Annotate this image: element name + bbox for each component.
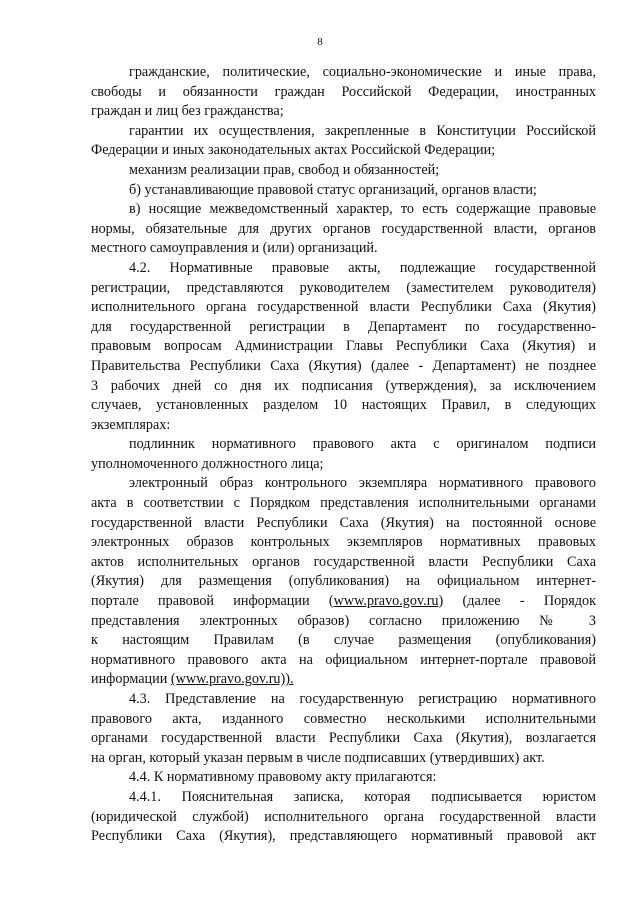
text-line: 4.4. К нормативному правовому акту прилагаются: [129, 769, 437, 786]
text-line: свободы и обязанности граждан Российской Федерации, иностранных [91, 83, 596, 100]
text-line: регистрации, представляются руководителем (заместителем руководителя) [91, 279, 596, 296]
text-line: 3 рабочих дней со дня их подписания (утверждения), за исключением [91, 377, 596, 394]
text-line: Правительства Республики Саха (Якутия) (далее - Департамент) не позднее [91, 357, 596, 374]
text-line: актов исполнительных органов государственной власти Республики Саха [91, 553, 596, 570]
text-line: механизм реализации прав, свобод и обязанностей; [129, 161, 440, 178]
text-line: электронных образов контрольных экземпляров нормативных правовых [91, 534, 596, 551]
text-segment: информации [91, 671, 171, 688]
text-line: местного самоуправления и (или) организаций. [91, 240, 378, 257]
text-segment: ) (далее - Порядок [438, 593, 596, 610]
text-line: гражданские, политические, социально-экономические и иные права, [129, 64, 596, 80]
text-line: (юридической службой) исполнительного органа государственной власти [91, 808, 596, 825]
text-line: на орган, который указан первым в числе подписавших (утвердивших) акт. [91, 749, 545, 766]
text-line: исполнительного органа государственной власти Республики Саха (Якутия) [91, 299, 596, 316]
page-number: 8 [317, 36, 323, 48]
text-line: акта в соответствии с Порядком представления исполнительными органами [91, 495, 596, 512]
text-line: Республики Саха (Якутия), представляющего нормативный правовой акт [91, 828, 596, 845]
text-line: органами государственной власти Республики Саха (Якутия), возлагается [91, 730, 596, 747]
text-line: электронный образ контрольного экземпляра нормативного правового [129, 475, 596, 492]
text-line: к настоящим Правилам (в случае размещения (опубликования) [91, 632, 596, 649]
text-line: 4.4.1. Пояснительная записка, которая подписывается юристом [129, 788, 596, 805]
text-segment: портале правовой информации ( [91, 593, 334, 610]
text-line: нормы, обязательные для других органов государственной власти, органов [91, 220, 596, 237]
text-line: подлинник нормативного правового акта с оригиналом подписи [129, 436, 596, 453]
text-line: граждан и лиц без гражданства; [91, 103, 284, 120]
text-line: случаев, установленных разделом 10 настоящих Правил, в следующих [91, 397, 596, 414]
text-line: б) устанавливающие правовой статус организаций, органов власти; [129, 181, 537, 198]
text-line: (Якутия) для размещения (опубликования) на официальном интернет- [91, 573, 596, 590]
pravo-link[interactable]: (www.pravo.gov.ru)). [170, 671, 294, 688]
text-line: Федерации и иных законодательных актах Российской Федерации; [91, 142, 496, 159]
text-line: гарантии их осуществления, закрепленные в Конституции Российской [129, 122, 596, 139]
text-line: правовым вопросам Администрации Главы Республики Саха (Якутия) и [91, 338, 596, 355]
pravo-link[interactable]: www.pravo.gov.ru [333, 593, 439, 610]
text-line: государственной власти Республики Саха (Якутия) на постоянной основе [91, 514, 596, 531]
text-line: 4.3. Представление на государственную регистрацию нормативного [129, 691, 596, 707]
text-line: нормативного правового акта на официальном интернет-портале правовой [91, 651, 596, 668]
document-body [91, 63, 596, 847]
text-line [91, 670, 596, 690]
text-line: правового акта, изданного совместно несколькими исполнительными [91, 710, 596, 727]
text-line: уполномоченного должностного лица; [91, 455, 324, 472]
text-line [91, 592, 596, 612]
text-line: 4.2. Нормативные правовые акты, подлежащие государственной [129, 259, 596, 276]
text-line: в) носящие межведомственный характер, то есть содержащие правовые [129, 201, 596, 218]
text-line: для государственной регистрации в Департамент по государственно- [91, 318, 596, 335]
text-line: представления электронных образов) согласно приложению № 3 [91, 612, 596, 629]
text-line: экземплярах: [91, 416, 171, 433]
